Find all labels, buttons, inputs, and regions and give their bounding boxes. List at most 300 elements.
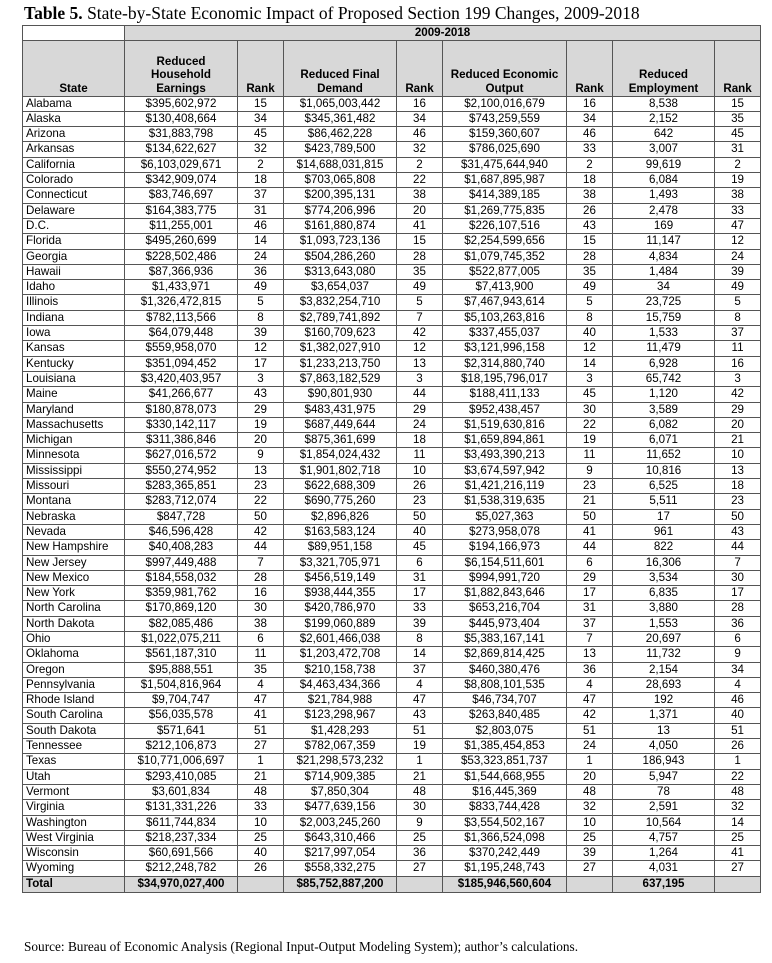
- cell-rank-output: 6: [567, 555, 613, 570]
- table-row: [23, 371, 761, 386]
- cell-employment: 11,652: [613, 448, 715, 463]
- cell-household-earnings: $1,022,075,211: [125, 631, 238, 646]
- cell-economic-output: $445,973,404: [443, 616, 567, 631]
- cell-economic-output: $743,259,559: [443, 111, 567, 126]
- cell-household-earnings: $134,622,627: [125, 142, 238, 157]
- cell-final-demand: $161,880,874: [284, 218, 397, 233]
- cell-employment: 961: [613, 524, 715, 539]
- cell-rank-employment: 28: [715, 601, 761, 616]
- cell-rank-employment: 31: [715, 142, 761, 157]
- cell-rank-earnings: 34: [238, 111, 284, 126]
- cell-rank-output: 17: [567, 586, 613, 601]
- cell-rank-earnings: 42: [238, 524, 284, 539]
- cell-rank-output: 13: [567, 647, 613, 662]
- cell-rank-demand: 35: [397, 264, 443, 279]
- table-row: [23, 723, 761, 738]
- column-header-rank-output: Rank: [567, 40, 613, 96]
- cell-economic-output: $7,413,900: [443, 280, 567, 295]
- cell-economic-output: $3,121,996,158: [443, 341, 567, 356]
- cell-rank-demand: 14: [397, 647, 443, 662]
- table-row: [23, 417, 761, 432]
- cell-rank-employment: 41: [715, 846, 761, 861]
- cell-employment: 4,050: [613, 739, 715, 754]
- cell-rank-employment: 42: [715, 387, 761, 402]
- cell-rank-employment: 50: [715, 509, 761, 524]
- cell-rank-demand: 15: [397, 234, 443, 249]
- table-row: [23, 677, 761, 692]
- cell-rank-employment: 8: [715, 310, 761, 325]
- cell-state-name: Texas: [23, 754, 125, 769]
- cell-state-name: Alaska: [23, 111, 125, 126]
- table-row: [23, 234, 761, 249]
- cell-rank-output: 49: [567, 280, 613, 295]
- cell-rank-earnings: 15: [238, 96, 284, 111]
- cell-rank-output: 46: [567, 127, 613, 142]
- cell-rank-earnings: 2: [238, 157, 284, 172]
- cell-final-demand: $3,321,705,971: [284, 555, 397, 570]
- cell-rank-demand: 50: [397, 509, 443, 524]
- cell-household-earnings: $1,433,971: [125, 280, 238, 295]
- cell-rank-earnings: 12: [238, 341, 284, 356]
- cell-economic-output: $2,314,880,740: [443, 356, 567, 371]
- cell-rank-demand: 46: [397, 127, 443, 142]
- cell-employment: 4,757: [613, 830, 715, 845]
- cell-rank-earnings: 28: [238, 570, 284, 585]
- table-row: [23, 280, 761, 295]
- cell-economic-output: $263,840,485: [443, 708, 567, 723]
- cell-employment: 4,834: [613, 249, 715, 264]
- cell-rank-output: 30: [567, 402, 613, 417]
- table-row: [23, 616, 761, 631]
- cell-economic-output: $1,079,745,352: [443, 249, 567, 264]
- cell-rank-earnings: 45: [238, 127, 284, 142]
- cell-household-earnings: $10,771,006,697: [125, 754, 238, 769]
- cell-rank-demand: 5: [397, 295, 443, 310]
- cell-state-name: Hawaii: [23, 264, 125, 279]
- table-row: [23, 326, 761, 341]
- cell-rank-employment: 17: [715, 586, 761, 601]
- cell-rank-employment: 37: [715, 326, 761, 341]
- cell-rank-output: 50: [567, 509, 613, 524]
- cell-rank-employment: 7: [715, 555, 761, 570]
- cell-rank-employment: 3: [715, 371, 761, 386]
- total-label: Total: [23, 876, 125, 892]
- cell-employment: 6,928: [613, 356, 715, 371]
- cell-final-demand: $423,789,500: [284, 142, 397, 157]
- cell-economic-output: $1,269,775,835: [443, 203, 567, 218]
- cell-rank-demand: 3: [397, 371, 443, 386]
- cell-employment: 16,306: [613, 555, 715, 570]
- cell-economic-output: $3,554,502,167: [443, 815, 567, 830]
- cell-economic-output: $18,195,796,017: [443, 371, 567, 386]
- table-row: [23, 601, 761, 616]
- cell-state-name: Florida: [23, 234, 125, 249]
- cell-rank-employment: 9: [715, 647, 761, 662]
- cell-household-earnings: $41,266,677: [125, 387, 238, 402]
- cell-rank-output: 20: [567, 769, 613, 784]
- cell-household-earnings: $351,094,452: [125, 356, 238, 371]
- cell-rank-demand: 22: [397, 173, 443, 188]
- cell-rank-output: 25: [567, 830, 613, 845]
- cell-household-earnings: $1,326,472,815: [125, 295, 238, 310]
- cell-economic-output: $7,467,943,614: [443, 295, 567, 310]
- cell-rank-earnings: 25: [238, 830, 284, 845]
- cell-state-name: Vermont: [23, 784, 125, 799]
- cell-rank-earnings: 4: [238, 677, 284, 692]
- table-row: [23, 784, 761, 799]
- cell-final-demand: $200,395,131: [284, 188, 397, 203]
- cell-rank-earnings: 10: [238, 815, 284, 830]
- table-row: [23, 861, 761, 876]
- table-row: [23, 142, 761, 157]
- cell-state-name: Illinois: [23, 295, 125, 310]
- cell-rank-demand: 30: [397, 800, 443, 815]
- cell-rank-output: 21: [567, 494, 613, 509]
- cell-final-demand: $687,449,644: [284, 417, 397, 432]
- cell-economic-output: $2,803,075: [443, 723, 567, 738]
- cell-final-demand: $456,519,149: [284, 570, 397, 585]
- cell-rank-output: 11: [567, 448, 613, 463]
- cell-rank-employment: 29: [715, 402, 761, 417]
- cell-employment: 3,007: [613, 142, 715, 157]
- table-row: [23, 540, 761, 555]
- table-row: [23, 356, 761, 371]
- cell-rank-employment: 32: [715, 800, 761, 815]
- cell-state-name: South Dakota: [23, 723, 125, 738]
- cell-rank-employment: 44: [715, 540, 761, 555]
- table-row: [23, 463, 761, 478]
- cell-rank-demand: 19: [397, 739, 443, 754]
- cell-rank-demand: 37: [397, 662, 443, 677]
- cell-rank-output: 40: [567, 326, 613, 341]
- cell-rank-output: 29: [567, 570, 613, 585]
- cell-rank-earnings: 51: [238, 723, 284, 738]
- cell-employment: 6,525: [613, 479, 715, 494]
- cell-economic-output: $159,360,607: [443, 127, 567, 142]
- cell-economic-output: $46,734,707: [443, 693, 567, 708]
- cell-rank-demand: 44: [397, 387, 443, 402]
- cell-household-earnings: $782,113,566: [125, 310, 238, 325]
- cell-rank-employment: 22: [715, 769, 761, 784]
- cell-household-earnings: $561,187,310: [125, 647, 238, 662]
- cell-rank-output: 38: [567, 188, 613, 203]
- cell-rank-demand: 51: [397, 723, 443, 738]
- cell-rank-demand: 26: [397, 479, 443, 494]
- cell-final-demand: $1,428,293: [284, 723, 397, 738]
- cell-final-demand: $1,233,213,750: [284, 356, 397, 371]
- table-row: [23, 647, 761, 662]
- cell-final-demand: $690,775,260: [284, 494, 397, 509]
- cell-rank-earnings: 35: [238, 662, 284, 677]
- cell-rank-employment: 11: [715, 341, 761, 356]
- cell-final-demand: $7,863,182,529: [284, 371, 397, 386]
- cell-rank-demand: 41: [397, 218, 443, 233]
- cell-rank-earnings: 18: [238, 173, 284, 188]
- cell-rank-earnings: 27: [238, 739, 284, 754]
- cell-economic-output: $1,195,248,743: [443, 861, 567, 876]
- period-header-row: [23, 26, 761, 41]
- cell-rank-demand: 23: [397, 494, 443, 509]
- cell-rank-demand: 16: [397, 96, 443, 111]
- cell-household-earnings: $40,408,283: [125, 540, 238, 555]
- cell-economic-output: $3,674,597,942: [443, 463, 567, 478]
- table-row: [23, 127, 761, 142]
- cell-state-name: Virginia: [23, 800, 125, 815]
- cell-state-name: Tennessee: [23, 739, 125, 754]
- cell-rank-output: 26: [567, 203, 613, 218]
- cell-rank-earnings: 21: [238, 769, 284, 784]
- cell-rank-output: 44: [567, 540, 613, 555]
- cell-state-name: Colorado: [23, 173, 125, 188]
- cell-employment: 1,484: [613, 264, 715, 279]
- total-rank-output: [567, 876, 613, 892]
- cell-economic-output: $6,154,511,601: [443, 555, 567, 570]
- cell-final-demand: $3,832,254,710: [284, 295, 397, 310]
- cell-rank-output: 4: [567, 677, 613, 692]
- total-employment: 637,195: [613, 876, 715, 892]
- table-row: [23, 739, 761, 754]
- cell-economic-output: $31,475,644,940: [443, 157, 567, 172]
- cell-household-earnings: $611,744,834: [125, 815, 238, 830]
- cell-rank-demand: 43: [397, 708, 443, 723]
- cell-rank-employment: 19: [715, 173, 761, 188]
- column-header-rank-earnings: Rank: [238, 40, 284, 96]
- cell-rank-output: 19: [567, 433, 613, 448]
- cell-employment: 2,152: [613, 111, 715, 126]
- cell-rank-employment: 12: [715, 234, 761, 249]
- cell-rank-demand: 1: [397, 754, 443, 769]
- cell-state-name: Wyoming: [23, 861, 125, 876]
- cell-rank-output: 15: [567, 234, 613, 249]
- cell-household-earnings: $130,408,664: [125, 111, 238, 126]
- cell-rank-demand: 25: [397, 830, 443, 845]
- cell-rank-demand: 24: [397, 417, 443, 432]
- cell-rank-output: 36: [567, 662, 613, 677]
- cell-rank-employment: 46: [715, 693, 761, 708]
- cell-rank-earnings: 50: [238, 509, 284, 524]
- column-header-row: [23, 40, 761, 96]
- cell-final-demand: $1,065,003,442: [284, 96, 397, 111]
- cell-rank-demand: 27: [397, 861, 443, 876]
- cell-final-demand: $4,463,434,366: [284, 677, 397, 692]
- cell-household-earnings: $212,248,782: [125, 861, 238, 876]
- table-row: [23, 341, 761, 356]
- cell-final-demand: $2,789,741,892: [284, 310, 397, 325]
- cell-employment: 3,534: [613, 570, 715, 585]
- cell-employment: 11,479: [613, 341, 715, 356]
- cell-rank-earnings: 37: [238, 188, 284, 203]
- cell-employment: 99,619: [613, 157, 715, 172]
- cell-employment: 20,697: [613, 631, 715, 646]
- cell-rank-employment: 38: [715, 188, 761, 203]
- cell-economic-output: $16,445,369: [443, 784, 567, 799]
- cell-final-demand: $7,850,304: [284, 784, 397, 799]
- cell-employment: 11,147: [613, 234, 715, 249]
- cell-final-demand: $3,654,037: [284, 280, 397, 295]
- cell-rank-employment: 39: [715, 264, 761, 279]
- cell-employment: 822: [613, 540, 715, 555]
- cell-rank-output: 32: [567, 800, 613, 815]
- cell-rank-earnings: 5: [238, 295, 284, 310]
- table-row: [23, 754, 761, 769]
- cell-state-name: Minnesota: [23, 448, 125, 463]
- cell-rank-earnings: 36: [238, 264, 284, 279]
- cell-final-demand: $1,382,027,910: [284, 341, 397, 356]
- total-rank-employment: [715, 876, 761, 892]
- cell-state-name: Arkansas: [23, 142, 125, 157]
- cell-rank-earnings: 38: [238, 616, 284, 631]
- period-header-blank: [23, 26, 125, 41]
- cell-rank-demand: 31: [397, 570, 443, 585]
- cell-rank-earnings: 40: [238, 846, 284, 861]
- table-row: [23, 846, 761, 861]
- total-economic-output: $185,946,560,604: [443, 876, 567, 892]
- cell-state-name: South Carolina: [23, 708, 125, 723]
- total-rank-demand: [397, 876, 443, 892]
- cell-final-demand: $1,901,802,718: [284, 463, 397, 478]
- cell-rank-output: 5: [567, 295, 613, 310]
- cell-rank-demand: 11: [397, 448, 443, 463]
- cell-household-earnings: $218,237,334: [125, 830, 238, 845]
- cell-rank-employment: 47: [715, 218, 761, 233]
- cell-rank-output: 23: [567, 479, 613, 494]
- cell-employment: 6,071: [613, 433, 715, 448]
- cell-rank-earnings: 3: [238, 371, 284, 386]
- cell-state-name: Missouri: [23, 479, 125, 494]
- cell-employment: 186,943: [613, 754, 715, 769]
- cell-employment: 6,084: [613, 173, 715, 188]
- cell-household-earnings: $559,958,070: [125, 341, 238, 356]
- cell-rank-output: 39: [567, 846, 613, 861]
- cell-rank-employment: 4: [715, 677, 761, 692]
- cell-employment: 65,742: [613, 371, 715, 386]
- cell-state-name: Georgia: [23, 249, 125, 264]
- cell-economic-output: $5,027,363: [443, 509, 567, 524]
- table-row: [23, 111, 761, 126]
- cell-rank-employment: 23: [715, 494, 761, 509]
- cell-household-earnings: $283,712,074: [125, 494, 238, 509]
- cell-economic-output: $8,808,101,535: [443, 677, 567, 692]
- cell-rank-output: 51: [567, 723, 613, 738]
- cell-state-name: Washington: [23, 815, 125, 830]
- cell-rank-output: 27: [567, 861, 613, 876]
- cell-final-demand: $2,601,466,038: [284, 631, 397, 646]
- cell-employment: 10,564: [613, 815, 715, 830]
- cell-state-name: Nevada: [23, 524, 125, 539]
- table-row: [23, 494, 761, 509]
- cell-rank-demand: 45: [397, 540, 443, 555]
- cell-final-demand: $1,854,024,432: [284, 448, 397, 463]
- cell-rank-output: 41: [567, 524, 613, 539]
- cell-household-earnings: $170,869,120: [125, 601, 238, 616]
- cell-household-earnings: $9,704,747: [125, 693, 238, 708]
- table-row: [23, 249, 761, 264]
- cell-household-earnings: $87,366,936: [125, 264, 238, 279]
- table-number: Table 5.: [24, 3, 83, 23]
- column-header-state: State: [23, 40, 125, 96]
- cell-state-name: Ohio: [23, 631, 125, 646]
- column-header-economic-output: Reduced Economic Output: [443, 40, 567, 96]
- cell-household-earnings: $212,106,873: [125, 739, 238, 754]
- cell-final-demand: $477,639,156: [284, 800, 397, 815]
- cell-household-earnings: $997,449,488: [125, 555, 238, 570]
- cell-employment: 1,120: [613, 387, 715, 402]
- cell-economic-output: $194,166,973: [443, 540, 567, 555]
- cell-household-earnings: $342,909,074: [125, 173, 238, 188]
- cell-employment: 34: [613, 280, 715, 295]
- cell-employment: 5,511: [613, 494, 715, 509]
- cell-final-demand: $938,444,355: [284, 586, 397, 601]
- cell-rank-employment: 14: [715, 815, 761, 830]
- cell-state-name: Delaware: [23, 203, 125, 218]
- cell-rank-employment: 24: [715, 249, 761, 264]
- table-row: [23, 524, 761, 539]
- cell-household-earnings: $847,728: [125, 509, 238, 524]
- table-row: [23, 264, 761, 279]
- cell-economic-output: $1,366,524,098: [443, 830, 567, 845]
- cell-rank-employment: 15: [715, 96, 761, 111]
- table-row: [23, 479, 761, 494]
- cell-state-name: New Hampshire: [23, 540, 125, 555]
- cell-household-earnings: $95,888,551: [125, 662, 238, 677]
- cell-rank-demand: 8: [397, 631, 443, 646]
- table-row: [23, 800, 761, 815]
- cell-rank-earnings: 8: [238, 310, 284, 325]
- cell-rank-earnings: 48: [238, 784, 284, 799]
- cell-rank-employment: 35: [715, 111, 761, 126]
- cell-economic-output: $1,519,630,816: [443, 417, 567, 432]
- table-body: [23, 96, 761, 876]
- cell-household-earnings: $46,596,428: [125, 524, 238, 539]
- cell-economic-output: $653,216,704: [443, 601, 567, 616]
- cell-household-earnings: $11,255,001: [125, 218, 238, 233]
- cell-economic-output: $460,380,476: [443, 662, 567, 677]
- cell-economic-output: $1,659,894,861: [443, 433, 567, 448]
- cell-economic-output: $1,538,319,635: [443, 494, 567, 509]
- column-header-household-earnings: Reduced Household Earnings: [125, 40, 238, 96]
- cell-household-earnings: $60,691,566: [125, 846, 238, 861]
- cell-rank-demand: 12: [397, 341, 443, 356]
- cell-household-earnings: $495,260,699: [125, 234, 238, 249]
- table-row: [23, 830, 761, 845]
- cell-rank-employment: 45: [715, 127, 761, 142]
- cell-employment: 5,947: [613, 769, 715, 784]
- cell-rank-output: 22: [567, 417, 613, 432]
- total-rank-earnings: [238, 876, 284, 892]
- cell-economic-output: $994,991,720: [443, 570, 567, 585]
- cell-rank-output: 48: [567, 784, 613, 799]
- cell-employment: 78: [613, 784, 715, 799]
- cell-rank-earnings: 13: [238, 463, 284, 478]
- cell-household-earnings: $359,981,762: [125, 586, 238, 601]
- cell-economic-output: $1,687,895,987: [443, 173, 567, 188]
- cell-employment: 2,591: [613, 800, 715, 815]
- cell-state-name: Idaho: [23, 280, 125, 295]
- table-title: [24, 3, 764, 24]
- cell-employment: 1,264: [613, 846, 715, 861]
- cell-rank-output: 2: [567, 157, 613, 172]
- cell-rank-output: 24: [567, 739, 613, 754]
- cell-state-name: Kentucky: [23, 356, 125, 371]
- cell-household-earnings: $56,035,578: [125, 708, 238, 723]
- cell-state-name: New Mexico: [23, 570, 125, 585]
- cell-rank-employment: 5: [715, 295, 761, 310]
- cell-state-name: Arizona: [23, 127, 125, 142]
- cell-employment: 3,880: [613, 601, 715, 616]
- table-row: [23, 769, 761, 784]
- cell-rank-earnings: 29: [238, 402, 284, 417]
- cell-rank-employment: 27: [715, 861, 761, 876]
